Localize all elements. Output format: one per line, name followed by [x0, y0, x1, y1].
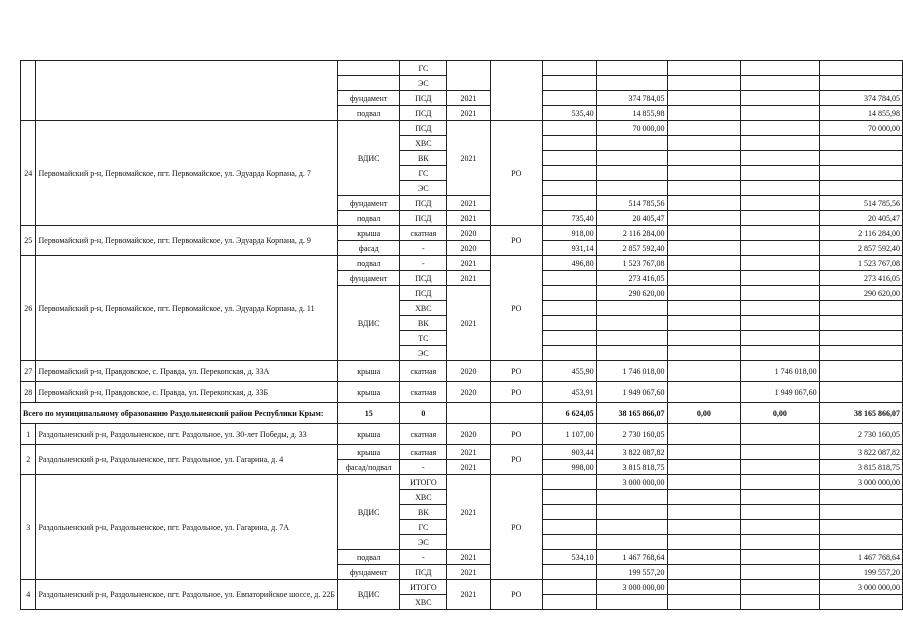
cost-cell: 514 785,56 — [596, 196, 667, 211]
cost-cell: 3 822 087,82 — [596, 445, 667, 460]
total-cell: 1 523 767,08 — [819, 256, 902, 271]
area-cell — [542, 61, 596, 76]
cost-cell — [741, 91, 819, 106]
table-row — [21, 121, 903, 136]
cost-cell — [741, 241, 819, 256]
address-cell: Раздольненский р-н, Раздольненское, пгт. Раздольное, ул. 30-лет Победы, д. 33 — [36, 424, 337, 445]
year-cell: 2021 — [447, 475, 490, 550]
cost-cell: 38 165 866,07 — [596, 403, 667, 424]
work-type-cell: - — [400, 460, 447, 475]
cost-cell — [667, 316, 741, 331]
cost-cell — [741, 505, 819, 520]
work-type-cell: ХВС — [400, 136, 447, 151]
address-cell: Раздольненский р-н, Раздольненское, пгт. Раздольное, ул. Евпаторийское шоссе, д. 22Б — [36, 580, 337, 610]
area-cell — [542, 76, 596, 91]
address-cell: Первомайский р-н, Правдовское, с. Правда, ул. Перекопская, д. 33Б — [36, 382, 337, 403]
cost-cell — [667, 286, 741, 301]
cost-cell — [667, 550, 741, 565]
row-number: 3 — [21, 475, 36, 580]
total-cell — [819, 331, 902, 346]
work-type-cell: ВК — [400, 316, 447, 331]
area-cell — [542, 580, 596, 595]
year-cell: 2021 — [447, 460, 490, 475]
area-cell — [542, 286, 596, 301]
total-cell: 14 855,98 — [819, 106, 902, 121]
document-page — [20, 60, 903, 610]
cost-cell — [667, 136, 741, 151]
cost-cell: 14 855,98 — [596, 106, 667, 121]
total-cell: 2 116 284,00 — [819, 226, 902, 241]
area-cell — [542, 181, 596, 196]
area-cell — [542, 166, 596, 181]
element-cell: фундамент — [337, 565, 400, 580]
cost-cell: 1 467 768,64 — [596, 550, 667, 565]
element-cell: фундамент — [337, 196, 400, 211]
element-cell: ВДИС — [337, 121, 400, 196]
cost-cell — [667, 535, 741, 550]
table-row — [21, 226, 903, 241]
cost-cell: 374 784,05 — [596, 91, 667, 106]
total-cell — [819, 136, 902, 151]
table-row — [21, 445, 903, 460]
cost-cell — [741, 565, 819, 580]
cost-cell — [741, 151, 819, 166]
area-cell: 998,00 — [542, 460, 596, 475]
cost-cell — [741, 595, 819, 610]
total-cell: 514 785,56 — [819, 196, 902, 211]
cost-cell — [667, 181, 741, 196]
cost-cell — [741, 535, 819, 550]
cost-cell: 290 620,00 — [596, 286, 667, 301]
total-count-cell: 0 — [400, 403, 447, 424]
total-cell — [819, 166, 902, 181]
cost-cell — [667, 565, 741, 580]
area-cell: 453,91 — [542, 382, 596, 403]
total-cell: 3 815 818,75 — [819, 460, 902, 475]
cost-cell: 3 000 000,00 — [596, 475, 667, 490]
cost-cell — [596, 166, 667, 181]
area-cell — [542, 565, 596, 580]
area-cell — [542, 301, 596, 316]
row-number: 26 — [21, 256, 36, 361]
empty-cell — [490, 403, 542, 424]
cost-cell: 0,00 — [667, 403, 741, 424]
cost-cell — [667, 580, 741, 595]
cost-cell — [741, 331, 819, 346]
cost-cell: 70 000,00 — [596, 121, 667, 136]
cost-cell — [741, 106, 819, 121]
cost-cell — [596, 346, 667, 361]
cost-cell — [596, 505, 667, 520]
cost-cell — [741, 61, 819, 76]
cost-cell — [667, 121, 741, 136]
area-cell — [542, 595, 596, 610]
total-cell — [819, 382, 902, 403]
cost-cell — [741, 580, 819, 595]
work-type-cell: ЭС — [400, 181, 447, 196]
method-cell: РО — [490, 475, 542, 580]
method-cell: РО — [490, 361, 542, 382]
element-cell: ВДИС — [337, 286, 400, 361]
total-cell — [819, 490, 902, 505]
year-cell: 2021 — [447, 445, 490, 460]
cost-cell — [667, 256, 741, 271]
row-number — [21, 61, 36, 121]
total-cell — [819, 346, 902, 361]
element-cell: подвал — [337, 211, 400, 226]
table-row — [21, 361, 903, 382]
total-cell: 2 730 160,05 — [819, 424, 902, 445]
cost-cell: 199 557,20 — [596, 565, 667, 580]
area-cell — [542, 316, 596, 331]
table-row — [21, 382, 903, 403]
area-cell — [542, 271, 596, 286]
area-cell: 918,00 — [542, 226, 596, 241]
total-cell: 199 557,20 — [819, 565, 902, 580]
row-number: 1 — [21, 424, 36, 445]
total-cell: 290 620,00 — [819, 286, 902, 301]
cost-cell — [667, 76, 741, 91]
row-number: 2 — [21, 445, 36, 475]
element-cell: подвал — [337, 550, 400, 565]
area-cell — [542, 475, 596, 490]
element-cell: ВДИС — [337, 580, 400, 610]
total-cell — [819, 61, 902, 76]
cost-cell: 20 405,47 — [596, 211, 667, 226]
work-type-cell: ИТОГО — [400, 475, 447, 490]
work-type-cell: ПСД — [400, 121, 447, 136]
year-cell: 2021 — [447, 91, 490, 106]
area-cell — [542, 121, 596, 136]
year-cell: 2020 — [447, 424, 490, 445]
address-cell: Раздольненский р-н, Раздольненское, пгт. Раздольное, ул. Гагарина, д. 4 — [36, 445, 337, 475]
work-type-cell: ЭС — [400, 535, 447, 550]
work-type-cell: - — [400, 256, 447, 271]
cost-cell — [741, 211, 819, 226]
work-type-cell: - — [400, 241, 447, 256]
cost-cell: 1 523 767,08 — [596, 256, 667, 271]
cost-cell — [741, 196, 819, 211]
area-cell — [542, 91, 596, 106]
total-cell: 3 000 000,00 — [819, 580, 902, 595]
area-cell — [542, 196, 596, 211]
element-cell: ВДИС — [337, 475, 400, 550]
cost-cell: 2 730 160,05 — [596, 424, 667, 445]
cost-cell — [596, 595, 667, 610]
cost-cell: 2 116 284,00 — [596, 226, 667, 241]
total-cell: 3 000 000,00 — [819, 475, 902, 490]
cost-cell — [667, 346, 741, 361]
work-type-cell: ХВС — [400, 301, 447, 316]
cost-cell — [741, 520, 819, 535]
total-cell — [819, 535, 902, 550]
area-cell — [542, 505, 596, 520]
work-type-cell: ПСД — [400, 196, 447, 211]
row-number: 25 — [21, 226, 36, 256]
area-cell: 496,80 — [542, 256, 596, 271]
cost-cell — [741, 346, 819, 361]
total-cell — [819, 361, 902, 382]
work-type-cell: скатная — [400, 445, 447, 460]
cost-cell — [741, 136, 819, 151]
work-type-cell: ХВС — [400, 490, 447, 505]
cost-cell — [667, 520, 741, 535]
cost-cell — [667, 61, 741, 76]
total-cell — [819, 316, 902, 331]
area-cell — [542, 535, 596, 550]
cost-cell — [667, 151, 741, 166]
cost-cell — [667, 106, 741, 121]
work-type-cell: ПСД — [400, 211, 447, 226]
year-cell: 2021 — [447, 196, 490, 211]
cost-cell — [667, 445, 741, 460]
method-cell: РО — [490, 121, 542, 226]
cost-cell — [741, 181, 819, 196]
year-cell: 2021 — [447, 121, 490, 196]
work-type-cell: ПСД — [400, 271, 447, 286]
cost-cell: 2 857 592,40 — [596, 241, 667, 256]
cost-cell — [596, 490, 667, 505]
method-cell — [490, 61, 542, 121]
work-type-cell: скатная — [400, 226, 447, 241]
work-type-cell: ПСД — [400, 286, 447, 301]
work-type-cell: ВК — [400, 505, 447, 520]
year-cell — [447, 61, 490, 91]
empty-cell — [447, 403, 490, 424]
method-cell: РО — [490, 424, 542, 445]
element-cell: крыша — [337, 382, 400, 403]
total-cell: 70 000,00 — [819, 121, 902, 136]
cost-cell — [596, 520, 667, 535]
cost-cell: 1 746 018,00 — [596, 361, 667, 382]
cost-cell — [596, 316, 667, 331]
year-cell: 2021 — [447, 211, 490, 226]
cost-cell — [596, 301, 667, 316]
cost-cell — [667, 211, 741, 226]
cost-cell — [741, 424, 819, 445]
cost-cell — [741, 286, 819, 301]
method-cell: РО — [490, 580, 542, 610]
year-cell: 2020 — [447, 241, 490, 256]
cost-cell — [596, 151, 667, 166]
cost-cell — [667, 166, 741, 181]
area-cell — [542, 151, 596, 166]
repair-register-table — [20, 60, 903, 610]
element-cell: фундамент — [337, 91, 400, 106]
method-cell: РО — [490, 226, 542, 256]
cost-cell — [596, 76, 667, 91]
work-type-cell: ПСД — [400, 91, 447, 106]
cost-cell: 1 949 067,60 — [596, 382, 667, 403]
cost-cell — [596, 136, 667, 151]
work-type-cell: ЭС — [400, 76, 447, 91]
year-cell: 2021 — [447, 256, 490, 271]
cost-cell: 1 949 067,60 — [741, 382, 819, 403]
cost-cell — [741, 550, 819, 565]
area-cell — [542, 136, 596, 151]
total-label: Всего по муниципальному образованию Раздольненский район Республики Крым: — [21, 403, 338, 424]
element-cell: крыша — [337, 445, 400, 460]
method-cell: РО — [490, 445, 542, 475]
method-cell: РО — [490, 382, 542, 403]
total-cell — [819, 595, 902, 610]
cost-cell — [667, 424, 741, 445]
area-cell — [542, 490, 596, 505]
cost-cell — [741, 76, 819, 91]
total-cell: 374 784,05 — [819, 91, 902, 106]
work-type-cell: ПСД — [400, 106, 447, 121]
element-cell: фундамент — [337, 271, 400, 286]
cost-cell — [596, 181, 667, 196]
district-total-row — [21, 403, 903, 424]
year-cell: 2021 — [447, 580, 490, 610]
table-row — [21, 475, 903, 490]
cost-cell — [667, 460, 741, 475]
total-cell: 38 165 866,07 — [819, 403, 902, 424]
total-count-cell: 15 — [337, 403, 400, 424]
year-cell: 2021 — [447, 271, 490, 286]
cost-cell — [741, 121, 819, 136]
cost-cell: 3 000 000,00 — [596, 580, 667, 595]
work-type-cell: ГС — [400, 520, 447, 535]
cost-cell — [667, 595, 741, 610]
work-type-cell: скатная — [400, 424, 447, 445]
total-cell: 273 416,05 — [819, 271, 902, 286]
address-cell: Первомайский р-н, Первомайское, пгт. Первомайское, ул. Эдуарда Корпана, д. 9 — [36, 226, 337, 256]
year-cell: 2020 — [447, 382, 490, 403]
method-cell: РО — [490, 256, 542, 361]
element-cell: крыша — [337, 226, 400, 241]
year-cell: 2021 — [447, 550, 490, 565]
element-cell: фасад — [337, 241, 400, 256]
year-cell: 2020 — [447, 226, 490, 241]
total-cell — [819, 76, 902, 91]
cost-cell — [741, 445, 819, 460]
area-cell: 455,90 — [542, 361, 596, 382]
area-cell: 903,44 — [542, 445, 596, 460]
work-type-cell: ПСД — [400, 565, 447, 580]
address-cell: Первомайский р-н, Правдовское, с. Правда, ул. Перекопская, д. 33А — [36, 361, 337, 382]
work-type-cell: ВК — [400, 151, 447, 166]
address-cell: Первомайский р-н, Первомайское, пгт. Первомайское, ул. Эдуарда Корпана, д. 11 — [36, 256, 337, 361]
table-row — [21, 424, 903, 445]
cost-cell — [741, 271, 819, 286]
cost-cell — [741, 226, 819, 241]
work-type-cell: - — [400, 550, 447, 565]
total-cell: 1 467 768,64 — [819, 550, 902, 565]
total-cell — [819, 151, 902, 166]
cost-cell — [667, 241, 741, 256]
area-cell — [542, 346, 596, 361]
element-cell: подвал — [337, 256, 400, 271]
cost-cell — [596, 331, 667, 346]
element-cell — [337, 61, 400, 76]
element-cell: подвал — [337, 106, 400, 121]
work-type-cell: ИТОГО — [400, 580, 447, 595]
area-cell: 6 624,05 — [542, 403, 596, 424]
cost-cell: 0,00 — [741, 403, 819, 424]
area-cell: 535,40 — [542, 106, 596, 121]
element-cell: фасад/подвал — [337, 460, 400, 475]
cost-cell — [741, 256, 819, 271]
area-cell: 931,14 — [542, 241, 596, 256]
cost-cell — [741, 460, 819, 475]
area-cell: 534,10 — [542, 550, 596, 565]
cost-cell — [741, 490, 819, 505]
total-cell — [819, 520, 902, 535]
element-cell: крыша — [337, 361, 400, 382]
table-row — [21, 580, 903, 595]
total-cell — [819, 301, 902, 316]
address-cell: Первомайский р-н, Первомайское, пгт. Первомайское, ул. Эдуарда Корпана, д. 7 — [36, 121, 337, 226]
address-cell: Раздольненский р-н, Раздольненское, пгт. Раздольное, ул. Гагарина, д. 7А — [36, 475, 337, 580]
total-cell: 2 857 592,40 — [819, 241, 902, 256]
address-cell — [36, 61, 337, 121]
cost-cell — [596, 61, 667, 76]
table-row — [21, 61, 903, 76]
cost-cell — [667, 475, 741, 490]
year-cell: 2021 — [447, 286, 490, 361]
cost-cell — [741, 301, 819, 316]
cost-cell — [741, 166, 819, 181]
work-type-cell: скатная — [400, 361, 447, 382]
cost-cell — [741, 475, 819, 490]
cost-cell — [741, 316, 819, 331]
row-number: 4 — [21, 580, 36, 610]
year-cell: 2020 — [447, 361, 490, 382]
row-number: 27 — [21, 361, 36, 382]
cost-cell — [667, 490, 741, 505]
element-cell: крыша — [337, 424, 400, 445]
cost-cell — [667, 271, 741, 286]
element-cell — [337, 76, 400, 91]
area-cell: 1 107,00 — [542, 424, 596, 445]
work-type-cell: ГС — [400, 166, 447, 181]
cost-cell — [667, 196, 741, 211]
cost-cell — [667, 301, 741, 316]
total-cell — [819, 505, 902, 520]
cost-cell: 3 815 818,75 — [596, 460, 667, 475]
work-type-cell: ГС — [400, 61, 447, 76]
cost-cell — [667, 331, 741, 346]
area-cell: 735,40 — [542, 211, 596, 226]
year-cell: 2021 — [447, 565, 490, 580]
area-cell — [542, 331, 596, 346]
year-cell: 2021 — [447, 106, 490, 121]
row-number: 28 — [21, 382, 36, 403]
total-cell — [819, 181, 902, 196]
cost-cell — [667, 226, 741, 241]
work-type-cell: ХВС — [400, 595, 447, 610]
cost-cell — [667, 382, 741, 403]
row-number: 24 — [21, 121, 36, 226]
work-type-cell: ЭС — [400, 346, 447, 361]
total-cell: 3 822 087,82 — [819, 445, 902, 460]
cost-cell — [667, 361, 741, 382]
cost-cell: 273 416,05 — [596, 271, 667, 286]
total-cell: 20 405,47 — [819, 211, 902, 226]
table-row — [21, 256, 903, 271]
cost-cell — [667, 505, 741, 520]
cost-cell: 1 746 018,00 — [741, 361, 819, 382]
area-cell — [542, 520, 596, 535]
cost-cell — [667, 91, 741, 106]
work-type-cell: ТС — [400, 331, 447, 346]
work-type-cell: скатная — [400, 382, 447, 403]
cost-cell — [596, 535, 667, 550]
